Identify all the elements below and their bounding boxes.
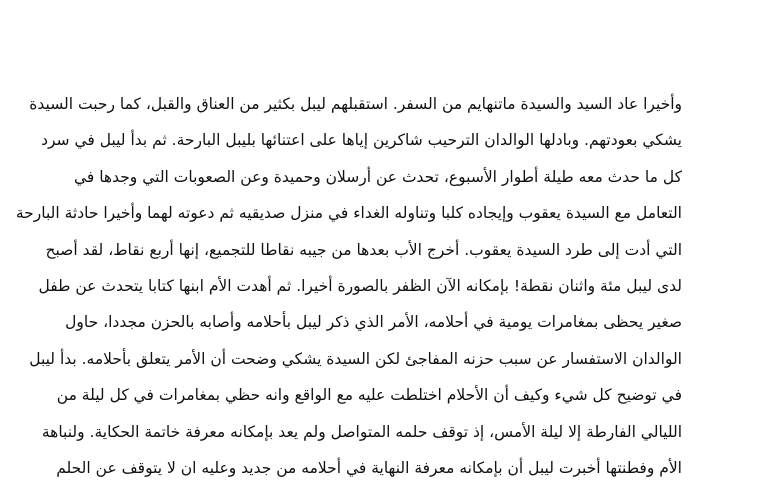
text-line-7: صغير يحظى بمغامرات يومية في أحلامه، الأمر الذي ذكر ليبل بأحلامه وأصابه بالحزن مجددا، حاول bbox=[65, 313, 682, 332]
paragraph bbox=[15, 86, 682, 477]
text-line-5: التي أدت إلى طرد السيدة يعقوب. أخرج الأب بعدها من جيبه نقاطا للتجميع، إنها أربع نقاط، لقد أصبح bbox=[45, 240, 682, 259]
text-line-1: وأخيرا عاد السيد والسيدة ماتنهايم من السفر. استقبلهم ليبل بكثير من العناق والقبل، كما رحبت السيدة bbox=[29, 95, 682, 113]
text-line-2: يشكي بعودتهم. وبادلها الوالدان الترحيب شاكرين إياها على اعتنائها بليبل البارحة. ثم بدأ ليبل في سرد bbox=[41, 131, 682, 150]
text-line-6: لدى ليبل مئة واثنان نقطة! بإمكانه الآن الظفر بالصورة أخيرا. ثم أهدت الأم ابنها كتابا يتحدث عن طفل bbox=[38, 276, 682, 295]
text-line-3: كل ما حدث معه طيلة أطوار الأسبوع، تحدث عن أرسلان وحميدة وعن الصعوبات التي وجدها في bbox=[73, 167, 682, 186]
text-line-11: الأم وفطنتها أخبرت ليبل أن بإمكانه معرفة النهاية في أحلامه من جديد وعليه ان لا يتوقف عن الحلم bbox=[56, 458, 682, 477]
text-line-10: الليالي الفارطة إلا ليلة الأمس، إذ توقف حلمه المتواصل ولم يعد بإمكانه معرفة خاتمة الحكاية. ولنباهة bbox=[41, 422, 682, 441]
text-line-9: في توضيح كل شيء وكيف أن الأحلام اختلطت عليه مع الواقع وانه حظي بمغامرات في كل ليلة من bbox=[56, 386, 682, 405]
text-line-8: الوالدان الاستفسار عن سبب حزنه المفاجئ لكن السيدة يشكي وضحت أن الأمر يتعلق بأحلامه. بدأ ليبل bbox=[29, 349, 682, 368]
text-line-4: التعامل مع السيدة يعقوب وإيجاده كلبا وتناوله الغداء في منزل صديقيه ثم دعوته لهما وأخيرا حادثة البارحة bbox=[15, 204, 682, 223]
